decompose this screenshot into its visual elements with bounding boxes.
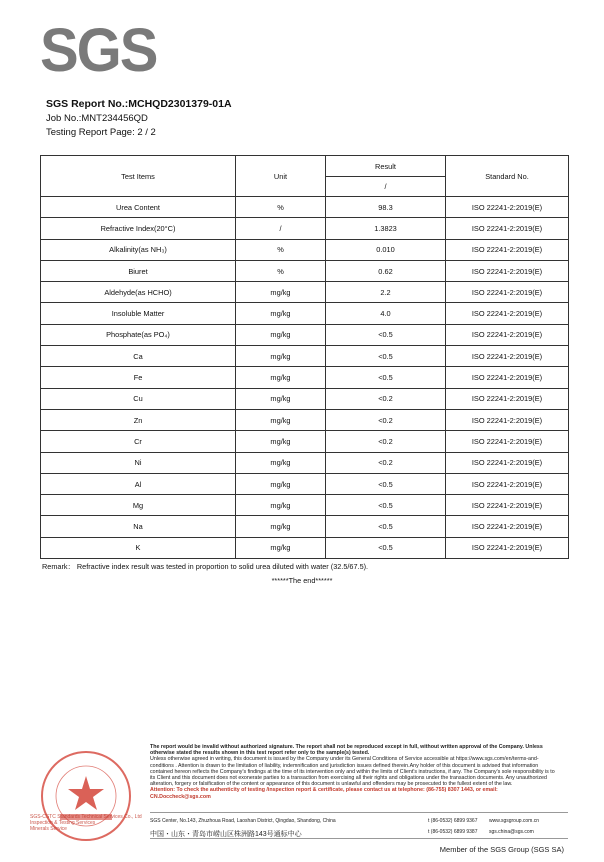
cell-standard: ISO 22241-2:2019(E) — [446, 516, 569, 537]
footer-divider-top — [150, 812, 568, 813]
end-marker: ******The end****** — [271, 576, 333, 585]
cell-standard: ISO 22241-2:2019(E) — [446, 197, 569, 218]
report-number: SGS Report No.:MCHQD2301379-01A — [46, 98, 232, 110]
table-row — [41, 239, 569, 260]
cell-result: 2.2 — [326, 282, 446, 303]
cell-test-item: Alkalinity(as NH₃) — [41, 239, 236, 260]
col-header-unit: Unit — [236, 156, 326, 197]
remark-text: Remark： Refractive index result was tested in proportion to solid urea diluted with water (32.5/67.5). — [42, 562, 369, 571]
phone-1: t (86-0532) 6899 9367 — [428, 818, 478, 824]
cell-unit: / — [236, 218, 326, 239]
table-body — [41, 197, 569, 559]
cell-test-item: Al — [41, 473, 236, 494]
cell-unit: mg/kg — [236, 516, 326, 537]
address-english: SGS Center, No.143, Zhuzhoua Road, Laoshan District, Qingdao, Shandong, China — [150, 818, 336, 824]
table-row — [41, 346, 569, 367]
cell-standard: ISO 22241-2:2019(E) — [446, 388, 569, 409]
cell-unit: mg/kg — [236, 452, 326, 473]
cell-test-item: Zn — [41, 409, 236, 430]
cell-result: <0.5 — [326, 516, 446, 537]
cell-result: <0.5 — [326, 495, 446, 516]
cell-result: <0.2 — [326, 409, 446, 430]
seal-caption — [30, 814, 142, 832]
cell-test-item: Aldehyde(as HCHO) — [41, 282, 236, 303]
cell-test-item: Mg — [41, 495, 236, 516]
cell-standard: ISO 22241-2:2019(E) — [446, 324, 569, 345]
cell-unit: mg/kg — [236, 282, 326, 303]
cell-test-item: Phosphate(as PO₄) — [41, 324, 236, 345]
cell-result: <0.5 — [326, 367, 446, 388]
cell-unit: % — [236, 239, 326, 260]
cell-unit: % — [236, 197, 326, 218]
sgs-logo: SGS — [40, 16, 157, 85]
cell-test-item: Biuret — [41, 260, 236, 281]
table-row — [41, 431, 569, 452]
footer-divider-bottom — [150, 838, 568, 839]
cell-standard: ISO 22241-2:2019(E) — [446, 431, 569, 452]
website-link[interactable]: www.sgsgroup.com.cn — [489, 818, 540, 824]
cell-unit: mg/kg — [236, 473, 326, 494]
col-header-result: Result — [326, 156, 446, 177]
cell-test-item: K — [41, 537, 236, 558]
authenticity-notice: Attention: To check the authenticity of testing /inspection report & certificate, please contact us at telephone: (86-755) 8307 1443, or email: CN.Doccheck@sgs.com — [150, 787, 498, 800]
cell-unit: mg/kg — [236, 537, 326, 558]
cell-test-item: Refractive Index(20°C) — [41, 218, 236, 239]
cell-unit: mg/kg — [236, 324, 326, 345]
cell-result: 0.62 — [326, 260, 446, 281]
table-row — [41, 260, 569, 281]
cell-test-item: Ni — [41, 452, 236, 473]
col-header-test-items: Test Items — [41, 156, 236, 197]
results-table — [40, 155, 569, 559]
cell-unit: % — [236, 260, 326, 281]
table-row — [41, 409, 569, 430]
seal-caption-line-3: Minerals Service — [30, 826, 67, 832]
table-row — [41, 452, 569, 473]
sgs-group-membership: Member of the SGS Group (SGS SA) — [439, 845, 564, 854]
table-row — [41, 282, 569, 303]
table-row — [41, 324, 569, 345]
table-row — [41, 473, 569, 494]
cell-unit: mg/kg — [236, 495, 326, 516]
cell-unit: mg/kg — [236, 388, 326, 409]
table-row — [41, 495, 569, 516]
table-row — [41, 537, 569, 558]
table-row — [41, 218, 569, 239]
disclaimer-conditions: Unless otherwise agreed in writing, this document is issued by the Company under its General Conditions of Service accessible at https://www.sgs.com/en/terms-and-conditions . Attention is drawn to the limitation of liability, indemnification and jurisdiction issues defined therein.Any holder of this document is advised that information contained hereon reflects the Company's findings at the time of its intervention only and within the limits of Client's instructions, if any. The Company's sole responsibility is to its Client and this document does not exonerate parties to a transaction from exercising all their rights and obligations under the transaction documents. Any unauthorized alteration, forgery or falsification of the content or appearance of this document is unlawful and offenders may be prosecuted to the fullest extent of the law. — [150, 756, 555, 788]
cell-standard: ISO 22241-2:2019(E) — [446, 473, 569, 494]
cell-standard: ISO 22241-2:2019(E) — [446, 303, 569, 324]
cell-result: <0.5 — [326, 473, 446, 494]
disclaimer-validity: The report would be invalid without authorized signature. The report shall not be reproduced except in full, without written approval of the Company. Unless otherwise stated the results shown in this test report refer only to the sample(s) tested. — [150, 744, 543, 757]
legal-disclaimer — [150, 744, 558, 800]
cell-standard: ISO 22241-2:2019(E) — [446, 409, 569, 430]
cell-standard: ISO 22241-2:2019(E) — [446, 537, 569, 558]
cell-result: 1.3823 — [326, 218, 446, 239]
cell-standard: ISO 22241-2:2019(E) — [446, 452, 569, 473]
cell-result: 4.0 — [326, 303, 446, 324]
cell-test-item: Na — [41, 516, 236, 537]
cell-result: <0.5 — [326, 324, 446, 345]
cell-unit: mg/kg — [236, 409, 326, 430]
cell-result: 0.010 — [326, 239, 446, 260]
cell-unit: mg/kg — [236, 431, 326, 452]
seal-caption-line-2: Inspection & Testing Services — [30, 820, 96, 826]
cell-unit: mg/kg — [236, 367, 326, 388]
col-subheader-result: / — [326, 177, 446, 197]
cell-test-item: Urea Content — [41, 197, 236, 218]
page-indicator: Testing Report Page: 2 / 2 — [46, 127, 156, 138]
cell-test-item: Fe — [41, 367, 236, 388]
cell-standard: ISO 22241-2:2019(E) — [446, 260, 569, 281]
seal-caption-line-1: SGS-CSTC Standards Technical Services Co., Ltd — [30, 814, 142, 820]
table-row — [41, 516, 569, 537]
cell-standard: ISO 22241-2:2019(E) — [446, 282, 569, 303]
cell-result: <0.2 — [326, 388, 446, 409]
cell-standard: ISO 22241-2:2019(E) — [446, 495, 569, 516]
cell-result: 98.3 — [326, 197, 446, 218]
table-row — [41, 367, 569, 388]
table-row — [41, 197, 569, 218]
job-number: Job No.:MNT234456QD — [46, 113, 148, 124]
email-link[interactable]: sgs.china@sgs.com — [489, 829, 534, 835]
cell-result: <0.2 — [326, 431, 446, 452]
cell-test-item: Insoluble Matter — [41, 303, 236, 324]
table-row — [41, 388, 569, 409]
cell-test-item: Ca — [41, 346, 236, 367]
cell-standard: ISO 22241-2:2019(E) — [446, 367, 569, 388]
cell-unit: mg/kg — [236, 346, 326, 367]
cell-unit: mg/kg — [236, 303, 326, 324]
cell-standard: ISO 22241-2:2019(E) — [446, 239, 569, 260]
cell-standard: ISO 22241-2:2019(E) — [446, 218, 569, 239]
cell-result: <0.5 — [326, 537, 446, 558]
phone-2: t (86-0532) 6899 9387 — [428, 829, 478, 835]
table-row — [41, 303, 569, 324]
cell-test-item: Cr — [41, 431, 236, 452]
cell-test-item: Cu — [41, 388, 236, 409]
cell-result: <0.5 — [326, 346, 446, 367]
cell-standard: ISO 22241-2:2019(E) — [446, 346, 569, 367]
col-header-standard: Standard No. — [446, 156, 569, 197]
cell-result: <0.2 — [326, 452, 446, 473]
address-chinese: 中国・山东・青岛市崂山区株洲路143号通标中心 — [150, 831, 302, 838]
